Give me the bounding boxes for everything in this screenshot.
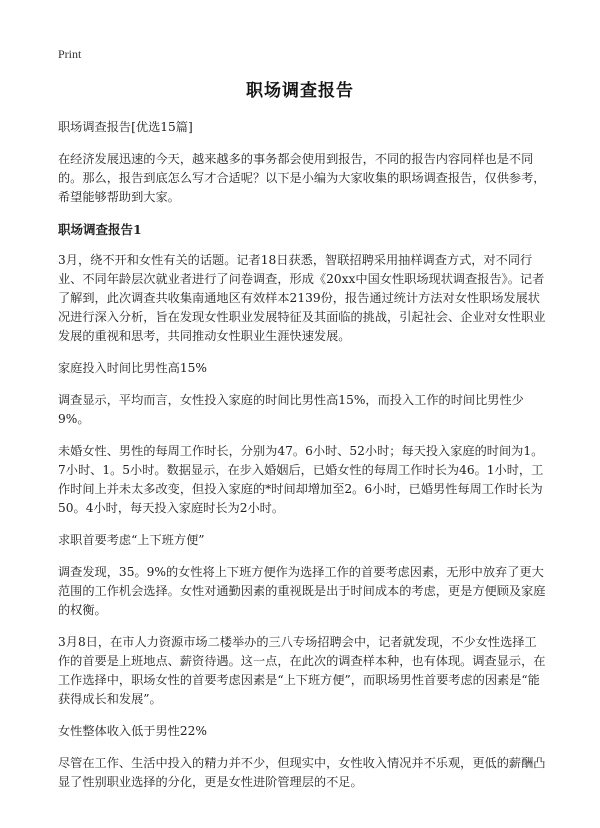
document-body [58, 118, 548, 805]
body-paragraph: 未婚女性、男性的每周工作时长，分别为47。6小时、52小时；每天投入家庭的时间为1。7小时、1。5小时。数据显示，在步入婚姻后，已婚女性的每周工作时长为46。1小时，工作时间上并未太多改变，但投入家庭的*时间却增加至2。6小时，已婚男性每周工作时长为50。4小时，每天投入家庭时长为2小时。 [58, 444, 544, 515]
body-paragraph: 3月8日，在市人力资源市场二楼举办的三八专场招聘会中，记者就发现，不少女性选择工作的首要是上班地点、薪资待遇。这一点，在此次的调查样本种，也有体现。调查显示，在工作选择中，职场女性的首要考虑因素是“上下班方便”，而职场男性首要考虑的因素是“能获得成长和发展”。 [58, 635, 546, 706]
print-link[interactable]: Print [58, 47, 82, 61]
intro-paragraph: 在经济发展迅速的今天，越来越多的事务都会使用到报告，不同的报告内容同样也是不同的。那么，报告到底怎么写才合适呢？以下是小编为大家收集的职场调查报告，仅供参考，希望能够帮助到大家。 [58, 152, 546, 204]
document-title: 职场调查报告 [246, 81, 354, 101]
body-paragraph: 尽管在工作、生活中投入的精力并不少，但现实中，女性收入情况并不乐观，更低的薪酬凸显了性别职业选择的分化，更是女性进阶管理层的不足。 [58, 756, 546, 789]
subheading-income: 女性整体收入低于男性22% [58, 724, 207, 738]
body-paragraph: 3月，绕不开和女性有关的话题。记者18日获悉，智联招聘采用抽样调查方式，对不同行业、不同年龄层次就业者进行了问卷调查，形成《20xx中国女性职场现状调查报告》。记者了解到，此次调查共收集南通地区有效样本2139份，报告通过统计方法对女性职场发展状况进行深入分析，旨在发现女性职业发展特征及其面临的挑战，引起社会、企业对女性职业发展的重视和思考，共同推动女性职业生涯快速发展。 [58, 253, 546, 343]
document-subtitle: 职场调查报告[优选15篇] [58, 120, 193, 134]
body-paragraph: 调查显示，平均而言，女性投入家庭的时间比男性高15%，而投入工作的时间比男性少9%。 [58, 393, 524, 426]
section-heading: 职场调查报告1 [58, 222, 142, 237]
body-paragraph: 调查发现，35。9%的女性将上下班方便作为选择工作的首要考虑因素，无形中放弃了更大范围的工作机会选择。女性对通勤因素的重视既是出于时间成本的考虑，更是方便顾及家庭的权衡。 [58, 565, 546, 617]
subheading-commute: 求职首要考虑“上下班方便” [58, 533, 205, 547]
subheading-family-time: 家庭投入时间比男性高15% [58, 361, 207, 375]
